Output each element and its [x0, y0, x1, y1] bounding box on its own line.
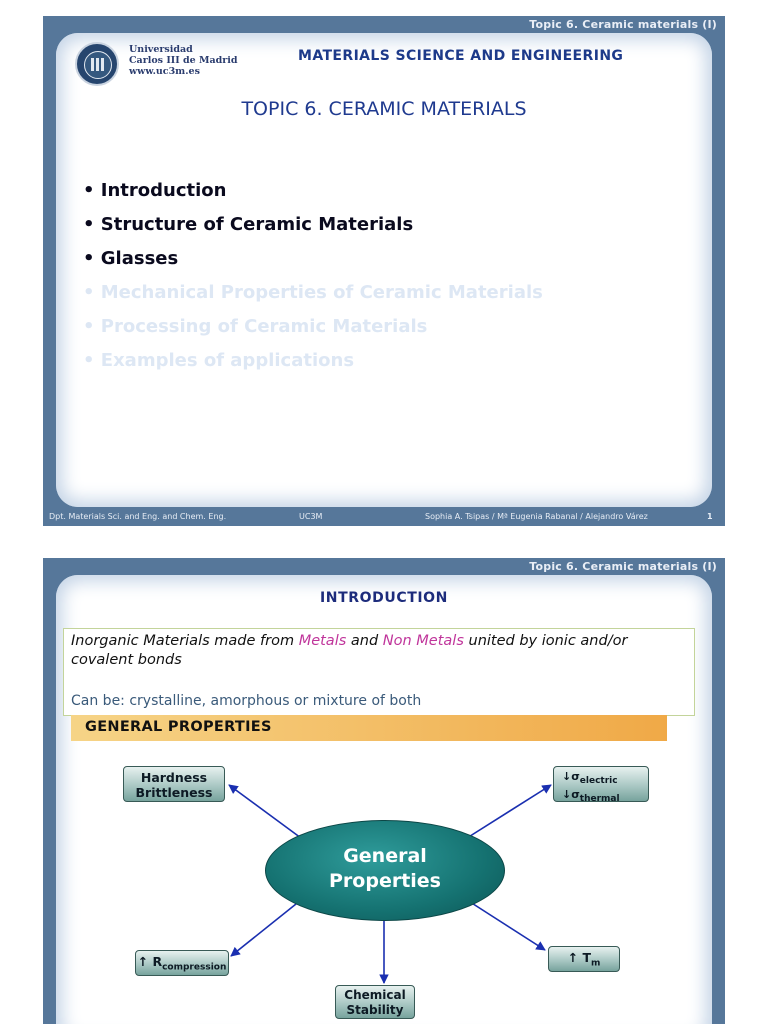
definition-text: Inorganic Materials made from Metals and Non Metals united by ionic and/or covalent bonds [71, 633, 628, 668]
topic-title: TOPIC 6. CERAMIC MATERIALS [241, 98, 527, 120]
node-compression-resistance: ↑ $R_{compression}$ [135, 950, 229, 976]
node-hardness-brittleness: Hardness Brittleness [123, 766, 225, 802]
arrow-to-melting-point [467, 900, 545, 950]
definition-structure-text: Can be: crystalline, amorphous or mixture of both [71, 693, 422, 709]
footer-authors: Sophia A. Tsipas / Mª Eugenia Rabanal / Alejandro Várez [425, 512, 648, 521]
slide-1-topbar: Topic 6. Ceramic materials (I) [529, 18, 717, 31]
slide-1-footer [43, 510, 725, 524]
outline-item-structure: • Structure of Ceramic Materials [83, 214, 414, 235]
footer-institution: UC3M [299, 512, 323, 521]
node-chemical-stability: Chemical Stability [335, 985, 415, 1019]
course-title: MATERIALS SCIENCE AND ENGINEERING [298, 48, 624, 64]
university-name: Universidad Carlos III de Madrid www.uc3m.es [129, 44, 238, 77]
outline-item-mechanical: • Mechanical Properties of Ceramic Materials [83, 282, 543, 303]
slide-2 [43, 558, 725, 1024]
topic-outline [83, 179, 543, 383]
university-seal-icon [75, 42, 119, 86]
arrow-to-conductivity [467, 785, 551, 838]
arrow-to-compression [231, 900, 301, 956]
general-properties-banner: GENERAL PROPERTIES [71, 715, 667, 741]
arrow-to-hardness [229, 785, 301, 838]
outline-item-processing: • Processing of Ceramic Materials [83, 316, 428, 337]
node-conductivity: $↓\sigma_{electric}$ $↓\sigma_{thermal}$ [553, 766, 649, 802]
footer-department: Dpt. Materials Sci. and Eng. and Chem. Eng. [49, 512, 227, 521]
footer-page-number: 1 [707, 512, 713, 521]
outline-item-applications: • Examples of applications [83, 350, 355, 371]
slide-1 [43, 16, 725, 526]
outline-item-introduction: • Introduction [83, 180, 227, 201]
general-properties-node: General Properties [265, 820, 505, 921]
slide-2-topbar: Topic 6. Ceramic materials (I) [529, 560, 717, 573]
outline-item-glasses: • Glasses [83, 248, 179, 269]
node-melting-temperature: ↑ $T_m$ [548, 946, 620, 972]
introduction-title: INTRODUCTION [320, 590, 448, 606]
